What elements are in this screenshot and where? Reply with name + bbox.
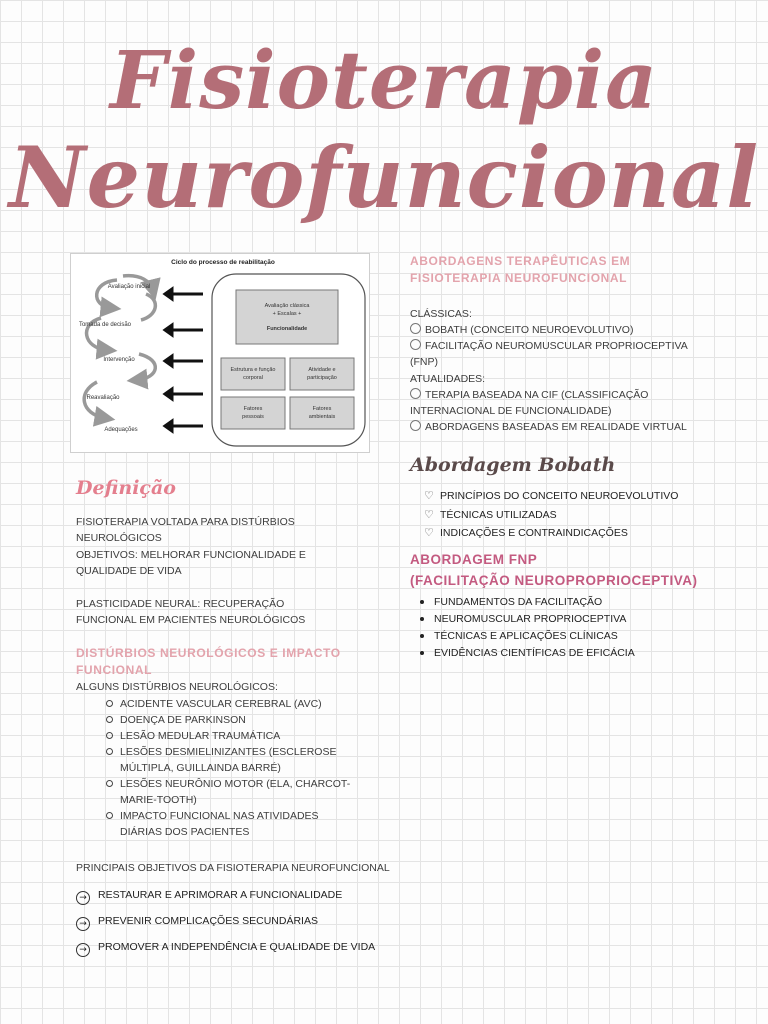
box-estrutura-l2: corporal bbox=[243, 375, 263, 381]
classicas-list bbox=[410, 322, 700, 370]
rehab-cycle-diagram bbox=[71, 254, 369, 452]
list-item: ♡ INDICAÇÕES E CONTRAINDICAÇÕES bbox=[424, 524, 704, 543]
box-atividade bbox=[290, 358, 354, 390]
evaluation-line2: + Escalas + bbox=[272, 311, 302, 317]
cycle-step-4: Reavaliação bbox=[86, 395, 120, 401]
circle-bullet-icon bbox=[410, 420, 421, 431]
list-item: FACILITAÇÃO NEUROMUSCULAR PROPRIOCEPTIVA (FNP) bbox=[410, 340, 688, 368]
abordagens-heading: ABORDAGENS TERAPÊUTICAS EM FISIOTERAPIA NEUROFUNCIONAL bbox=[410, 254, 631, 285]
definicao-heading: Definição bbox=[76, 477, 176, 499]
list-item: LESÕES NEURÔNIO MOTOR (ELA, CHARCOT-MARIE-TOOTH) bbox=[106, 776, 356, 808]
list-item: LESÕES DESMIELINIZANTES (ESCLEROSE MÚLTIPLA, GUILLAINDA BARRÉ) bbox=[106, 744, 356, 776]
box-fatores-pessoais bbox=[221, 397, 285, 429]
bobath-list bbox=[424, 487, 704, 543]
arrow-right-icon: → bbox=[76, 943, 90, 957]
list-item: DOENÇA DE PARKINSON bbox=[106, 712, 356, 728]
list-item: ♡ TÉCNICAS UTILIZADAS bbox=[424, 506, 704, 525]
fnp-heading-1: ABORDAGEM FNP bbox=[410, 552, 538, 567]
definicao-p2: OBJETIVOS: MELHORAR FUNCIONALIDADE E QUALIDADE DE VIDA bbox=[76, 549, 306, 577]
arrow-right-icon: → bbox=[76, 891, 90, 905]
list-item: ACIDENTE VASCULAR CEREBRAL (AVC) bbox=[106, 696, 356, 712]
box-estrutura-l1: Estrutura e função bbox=[230, 367, 276, 373]
cycle-step-1: Avaliação inicial bbox=[107, 284, 151, 290]
circle-bullet-icon bbox=[410, 339, 421, 350]
evaluation-line3: Funcionalidade bbox=[266, 326, 308, 332]
fnp-list bbox=[420, 594, 700, 662]
figure-title: Ciclo do processo de reabilitação bbox=[171, 259, 275, 266]
black-arrows bbox=[165, 289, 203, 431]
cycle-step-2: Tomada de decisão bbox=[78, 322, 132, 328]
objetivos-heading: PRINCIPAIS OBJETIVOS DA FISIOTERAPIA NEUROFUNCIONAL bbox=[76, 862, 390, 874]
heart-icon: ♡ bbox=[424, 527, 434, 539]
box-pessoais-l1: Fatores bbox=[243, 406, 263, 412]
evaluation-line1: Avaliação clássica bbox=[264, 303, 310, 309]
page-title-line2: Neurofuncional bbox=[8, 128, 760, 227]
page-title-line1: Fisioterapia bbox=[110, 33, 658, 127]
list-item: TÉCNICAS E APLICAÇÕES CLÍNICAS bbox=[420, 628, 700, 645]
box-fatores-ambientais bbox=[290, 397, 354, 429]
disturbios-heading: DISTÚRBIOS NEUROLÓGICOS E IMPACTO FUNCIONAL bbox=[76, 646, 341, 677]
atualidades-label: ATUALIDADES: bbox=[410, 373, 486, 385]
classicas-label: CLÁSSICAS: bbox=[410, 308, 472, 320]
arrow-right-icon: → bbox=[76, 917, 90, 931]
cycle-step-5: Adequações bbox=[104, 427, 138, 433]
circle-bullet-icon bbox=[410, 388, 421, 399]
heart-icon: ♡ bbox=[424, 490, 434, 502]
box-atividade-l2: participação bbox=[307, 375, 337, 381]
list-item: NEUROMUSCULAR PROPRIOCEPTIVA bbox=[420, 611, 700, 628]
box-ambientais-l1: Fatores bbox=[312, 406, 332, 412]
list-item: → PREVENIR COMPLICAÇÕES SECUNDÁRIAS bbox=[76, 913, 376, 931]
definicao-p3: PLASTICIDADE NEURAL: RECUPERAÇÃO FUNCIONAL EM PACIENTES NEUROLÓGICOS bbox=[76, 598, 306, 626]
cycle-step-3: Intervenção bbox=[103, 357, 135, 363]
list-item: FUNDAMENTOS DA FACILITAÇÃO bbox=[420, 594, 700, 611]
list-item: TERAPIA BASEADA NA CIF (CLASSIFICAÇÃO INTERNACIONAL DE FUNCIONALIDADE) bbox=[410, 389, 649, 417]
list-item: → RESTAURAR E APRIMORAR A FUNCIONALIDADE bbox=[76, 887, 376, 905]
evaluation-box bbox=[236, 290, 338, 344]
heart-icon: ♡ bbox=[424, 508, 434, 521]
rehab-cycle-figure bbox=[70, 253, 370, 453]
box-atividade-l1: Atividade e bbox=[308, 367, 336, 373]
list-item: ABORDAGENS BASEADAS EM REALIDADE VIRTUAL bbox=[410, 419, 700, 435]
disturbios-list bbox=[106, 696, 356, 840]
list-item: LESÃO MEDULAR TRAUMÁTICA bbox=[106, 728, 356, 744]
disturbios-intro: ALGUNS DISTÚRBIOS NEUROLÓGICOS: bbox=[76, 681, 278, 693]
list-item: BOBATH (CONCEITO NEUROEVOLUTIVO) bbox=[410, 322, 700, 338]
list-item: ♡ PRINCÍPIOS DO CONCEITO NEUROEVOLUTIVO bbox=[424, 487, 704, 506]
objetivos-list bbox=[76, 887, 376, 957]
list-item: → PROMOVER A INDEPENDÊNCIA E QUALIDADE DE VIDA bbox=[76, 939, 376, 957]
box-estrutura bbox=[221, 358, 285, 390]
box-pessoais-l2: pessoais bbox=[242, 414, 264, 420]
list-item: IMPACTO FUNCIONAL NAS ATIVIDADES DIÁRIAS DOS PACIENTES bbox=[106, 808, 356, 840]
bobath-heading: Abordagem Bobath bbox=[410, 454, 616, 476]
box-ambientais-l2: ambientais bbox=[308, 414, 336, 420]
fnp-heading-2: (FACILITAÇÃO NEUROPROPRIOCEPTIVA) bbox=[410, 573, 698, 588]
atualidades-list bbox=[410, 387, 700, 435]
list-item: EVIDÊNCIAS CIENTÍFICAS DE EFICÁCIA bbox=[420, 645, 700, 662]
definicao-p1: FISIOTERAPIA VOLTADA PARA DISTÚRBIOS NEUROLÓGICOS bbox=[76, 516, 295, 544]
circle-bullet-icon bbox=[410, 323, 421, 334]
